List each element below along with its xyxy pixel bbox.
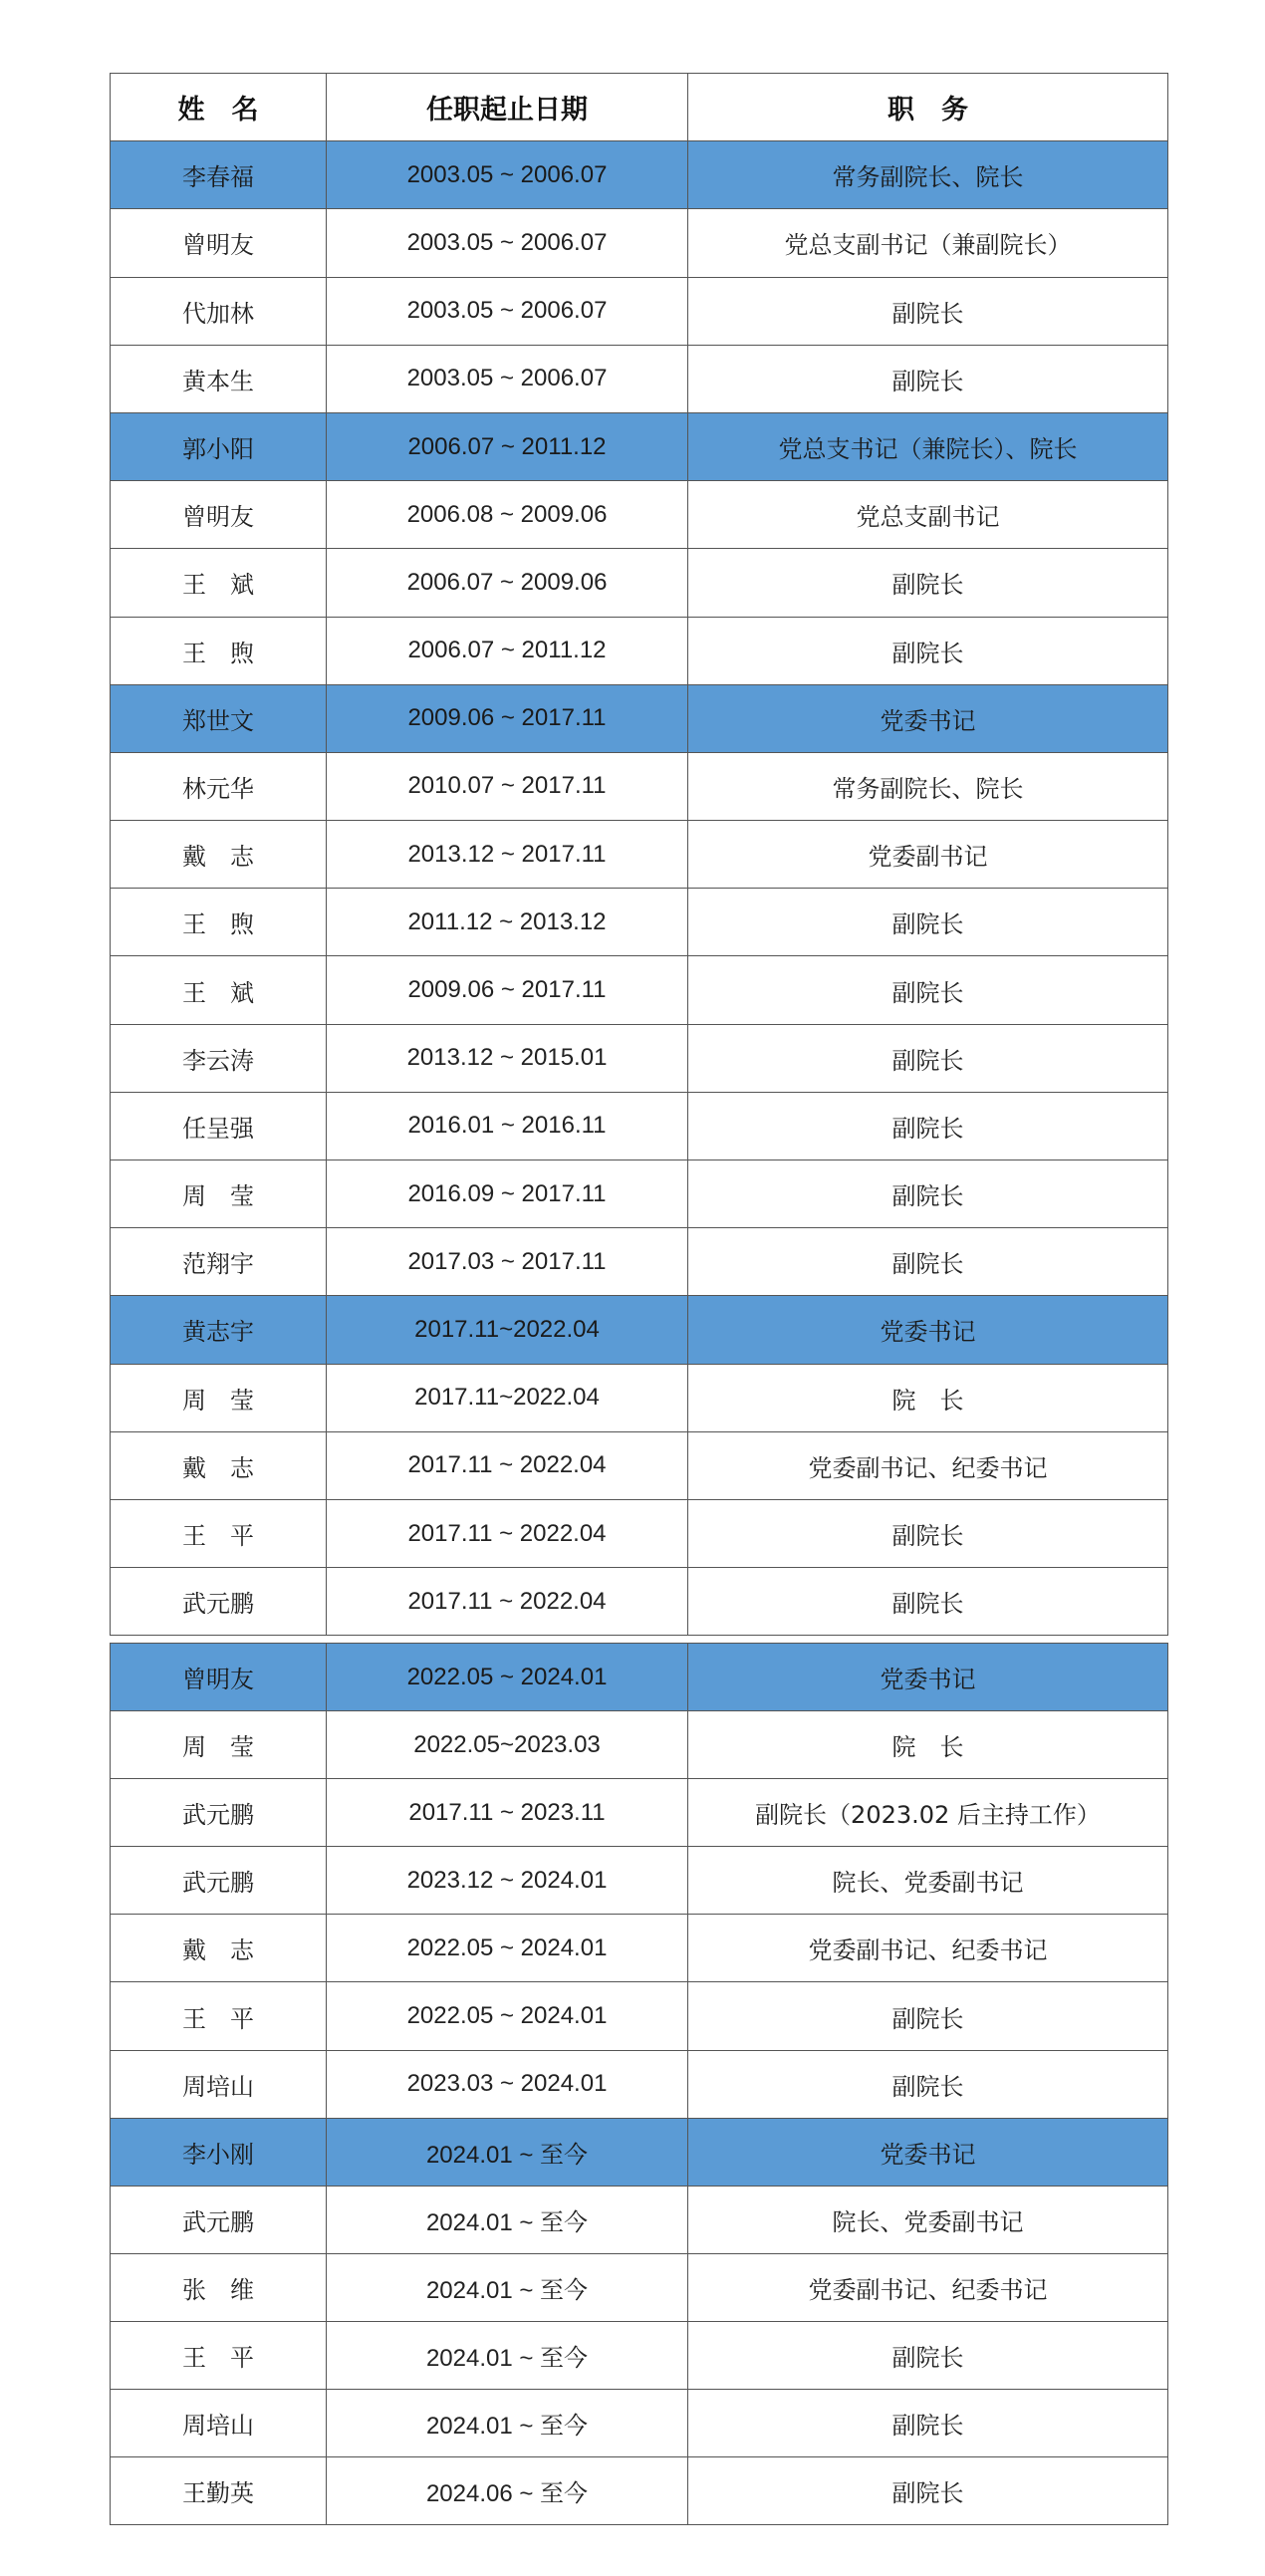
cell-term: 2017.03 ~ 2017.11 <box>327 1228 688 1296</box>
table-row-highlighted <box>111 141 1168 209</box>
header-name: 姓 名 <box>111 74 327 141</box>
leadership-table-continued <box>110 1643 1168 2525</box>
cell-name: 郭小阳 <box>111 412 327 480</box>
table-row <box>111 1092 1168 1159</box>
cell-position: 副院长 <box>688 2050 1168 2118</box>
cell-term: 2016.01 ~ 2016.11 <box>327 1092 688 1159</box>
cell-term: 2024.01 ~ 至今 <box>327 2186 688 2253</box>
cell-position: 副院长 <box>688 1499 1168 1567</box>
table-row-highlighted <box>111 1644 1168 1711</box>
table-row <box>111 481 1168 549</box>
table-row <box>111 2457 1168 2525</box>
cell-position: 院 长 <box>688 1711 1168 1779</box>
table-row <box>111 617 1168 684</box>
cell-position: 党委副书记、纪委书记 <box>688 1915 1168 1982</box>
cell-term: 2003.05 ~ 2006.07 <box>327 277 688 345</box>
cell-term: 2024.01 ~ 至今 <box>327 2118 688 2186</box>
cell-name: 王 平 <box>111 1499 327 1567</box>
table-row <box>111 1915 1168 1982</box>
cell-term: 2022.05 ~ 2024.01 <box>327 1644 688 1711</box>
table-body <box>111 141 1168 1636</box>
table-row <box>111 2321 1168 2389</box>
cell-term: 2024.06 ~ 至今 <box>327 2457 688 2525</box>
cell-position: 党委书记 <box>688 2118 1168 2186</box>
cell-position: 副院长 <box>688 956 1168 1024</box>
table-row <box>111 1160 1168 1228</box>
cell-term: 2013.12 ~ 2017.11 <box>327 821 688 889</box>
table-header-row <box>111 74 1168 141</box>
cell-term: 2023.12 ~ 2024.01 <box>327 1847 688 1915</box>
table-row <box>111 2186 1168 2253</box>
cell-position: 党委副书记 <box>688 821 1168 889</box>
cell-position: 党委副书记、纪委书记 <box>688 1431 1168 1499</box>
table-row <box>111 277 1168 345</box>
cell-position: 党总支副书记（兼副院长） <box>688 209 1168 277</box>
cell-name: 曾明友 <box>111 481 327 549</box>
table-row <box>111 1364 1168 1431</box>
cell-name: 张 维 <box>111 2253 327 2321</box>
cell-term: 2006.07 ~ 2009.06 <box>327 549 688 617</box>
cell-position: 副院长 <box>688 889 1168 956</box>
cell-term: 2009.06 ~ 2017.11 <box>327 684 688 752</box>
cell-position: 副院长 <box>688 1982 1168 2050</box>
cell-name: 曾明友 <box>111 1644 327 1711</box>
cell-term: 2017.11 ~ 2023.11 <box>327 1779 688 1847</box>
table-row <box>111 2390 1168 2457</box>
cell-term: 2022.05 ~ 2024.01 <box>327 1982 688 2050</box>
cell-position: 党委书记 <box>688 684 1168 752</box>
table-row <box>111 1779 1168 1847</box>
cell-position: 院长、党委副书记 <box>688 1847 1168 1915</box>
cell-term: 2006.07 ~ 2011.12 <box>327 412 688 480</box>
cell-term: 2023.03 ~ 2024.01 <box>327 2050 688 2118</box>
cell-name: 黄本生 <box>111 345 327 412</box>
cell-name: 周培山 <box>111 2390 327 2457</box>
cell-name: 戴 志 <box>111 821 327 889</box>
table-row <box>111 549 1168 617</box>
table-row <box>111 1711 1168 1779</box>
table-body-continued <box>111 1644 1168 2525</box>
cell-name: 李小刚 <box>111 2118 327 2186</box>
cell-name: 武元鹏 <box>111 2186 327 2253</box>
cell-term: 2017.11 ~ 2022.04 <box>327 1431 688 1499</box>
cell-name: 王勤英 <box>111 2457 327 2525</box>
cell-position: 常务副院长、院长 <box>688 752 1168 820</box>
cell-name: 王 煦 <box>111 889 327 956</box>
cell-position: 副院长 <box>688 2321 1168 2389</box>
cell-name: 武元鹏 <box>111 1847 327 1915</box>
table-row <box>111 2253 1168 2321</box>
table-row-highlighted <box>111 2118 1168 2186</box>
cell-name: 王 斌 <box>111 956 327 1024</box>
table-row <box>111 752 1168 820</box>
cell-term: 2022.05 ~ 2024.01 <box>327 1915 688 1982</box>
cell-position: 副院长 <box>688 345 1168 412</box>
cell-name: 范翔宇 <box>111 1228 327 1296</box>
cell-term: 2013.12 ~ 2015.01 <box>327 1024 688 1092</box>
table-row <box>111 1499 1168 1567</box>
cell-position: 副院长 <box>688 1228 1168 1296</box>
cell-term: 2003.05 ~ 2006.07 <box>327 209 688 277</box>
table-row <box>111 1847 1168 1915</box>
cell-name: 周 莹 <box>111 1160 327 1228</box>
cell-position: 副院长 <box>688 617 1168 684</box>
cell-term: 2017.11 ~ 2022.04 <box>327 1568 688 1636</box>
cell-position: 党委书记 <box>688 1644 1168 1711</box>
cell-name: 戴 志 <box>111 1431 327 1499</box>
cell-term: 2009.06 ~ 2017.11 <box>327 956 688 1024</box>
table-row <box>111 2050 1168 2118</box>
cell-name: 王 煦 <box>111 617 327 684</box>
cell-term: 2003.05 ~ 2006.07 <box>327 345 688 412</box>
cell-position: 副院长 <box>688 1092 1168 1159</box>
cell-position: 副院长 <box>688 1568 1168 1636</box>
cell-term: 2017.11~2022.04 <box>327 1296 688 1364</box>
cell-position: 副院长 <box>688 1160 1168 1228</box>
cell-position: 副院长（2023.02 后主持工作） <box>688 1779 1168 1847</box>
cell-position: 党总支副书记 <box>688 481 1168 549</box>
leadership-table <box>110 73 1168 1636</box>
cell-position: 副院长 <box>688 2390 1168 2457</box>
cell-position: 院长、党委副书记 <box>688 2186 1168 2253</box>
cell-name: 林元华 <box>111 752 327 820</box>
cell-term: 2003.05 ~ 2006.07 <box>327 141 688 209</box>
table-row <box>111 889 1168 956</box>
cell-term: 2024.01 ~ 至今 <box>327 2253 688 2321</box>
cell-name: 武元鹏 <box>111 1568 327 1636</box>
cell-term: 2010.07 ~ 2017.11 <box>327 752 688 820</box>
cell-position: 常务副院长、院长 <box>688 141 1168 209</box>
cell-term: 2024.01 ~ 至今 <box>327 2321 688 2389</box>
cell-name: 李云涛 <box>111 1024 327 1092</box>
table-row <box>111 821 1168 889</box>
cell-position: 副院长 <box>688 549 1168 617</box>
cell-name: 王 平 <box>111 2321 327 2389</box>
cell-name: 周培山 <box>111 2050 327 2118</box>
cell-name: 周 莹 <box>111 1364 327 1431</box>
table-row-highlighted <box>111 684 1168 752</box>
table-row <box>111 1568 1168 1636</box>
table-row-highlighted <box>111 412 1168 480</box>
cell-position: 党委副书记、纪委书记 <box>688 2253 1168 2321</box>
cell-position: 党总支书记（兼院长）、院长 <box>688 412 1168 480</box>
header-position: 职 务 <box>688 74 1168 141</box>
cell-name: 曾明友 <box>111 209 327 277</box>
cell-term: 2016.09 ~ 2017.11 <box>327 1160 688 1228</box>
table-row <box>111 1431 1168 1499</box>
cell-name: 任呈强 <box>111 1092 327 1159</box>
table-row <box>111 1982 1168 2050</box>
cell-position: 院 长 <box>688 1364 1168 1431</box>
cell-position: 副院长 <box>688 2457 1168 2525</box>
cell-name: 武元鹏 <box>111 1779 327 1847</box>
cell-name: 戴 志 <box>111 1915 327 1982</box>
cell-term: 2017.11 ~ 2022.04 <box>327 1499 688 1567</box>
cell-term: 2011.12 ~ 2013.12 <box>327 889 688 956</box>
cell-name: 李春福 <box>111 141 327 209</box>
cell-name: 代加林 <box>111 277 327 345</box>
cell-position: 党委书记 <box>688 1296 1168 1364</box>
cell-name: 周 莹 <box>111 1711 327 1779</box>
cell-name: 王 斌 <box>111 549 327 617</box>
table-row <box>111 956 1168 1024</box>
table-row <box>111 1024 1168 1092</box>
cell-term: 2024.01 ~ 至今 <box>327 2390 688 2457</box>
header-term: 任职起止日期 <box>327 74 688 141</box>
table-row <box>111 345 1168 412</box>
cell-name: 郑世文 <box>111 684 327 752</box>
cell-name: 黄志宇 <box>111 1296 327 1364</box>
cell-position: 副院长 <box>688 277 1168 345</box>
cell-term: 2017.11~2022.04 <box>327 1364 688 1431</box>
table-row-highlighted <box>111 1296 1168 1364</box>
cell-term: 2006.08 ~ 2009.06 <box>327 481 688 549</box>
cell-name: 王 平 <box>111 1982 327 2050</box>
cell-term: 2006.07 ~ 2011.12 <box>327 617 688 684</box>
table-row <box>111 1228 1168 1296</box>
cell-position: 副院长 <box>688 1024 1168 1092</box>
table-row <box>111 209 1168 277</box>
cell-term: 2022.05~2023.03 <box>327 1711 688 1779</box>
